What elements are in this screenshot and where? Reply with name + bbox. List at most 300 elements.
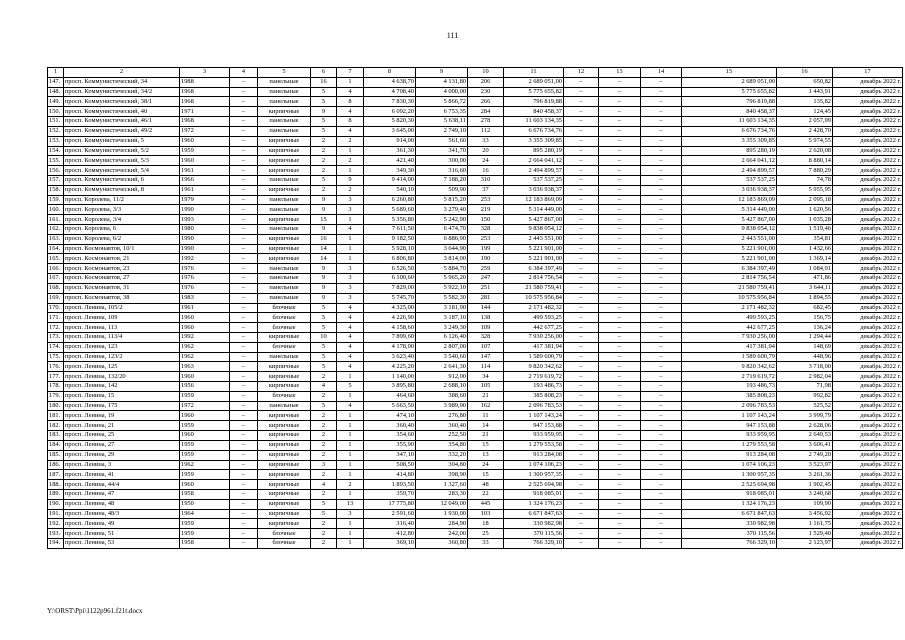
table-cell: 1 [337,421,364,431]
table-cell: 1976 [180,274,230,284]
table-cell: – [230,293,258,303]
table-cell: 448,96 [777,352,833,362]
table-cell: декабрь 2022 г. [833,136,903,146]
table-cell: – [230,244,258,254]
column-number-cell: 17 [833,68,903,78]
table-cell: 71,98 [777,382,833,392]
table-cell: – [564,460,599,470]
table-cell: декабрь 2022 г. [833,274,903,284]
table-cell: – [230,283,258,293]
table-cell: 152. [48,126,64,136]
table-cell: – [599,185,641,195]
table-cell: – [230,460,258,470]
table-cell: 766 329,10 [504,539,564,549]
table-cell: 5 221 901,00 [504,244,564,254]
column-number-cell: 14 [641,68,682,78]
table-cell: – [641,293,682,303]
table-cell: просп. Ленина, 109 [64,313,180,323]
table-cell: 1988 [180,77,230,87]
table-cell: 1 324 176,23 [504,499,564,509]
table-cell: 6 806,80 [364,254,416,264]
table-cell: 22 [468,489,504,499]
table-cell: 284 [468,107,504,117]
table-cell: – [564,421,599,431]
table-cell: панельные [258,283,311,293]
table-cell: просп. Коммунистический, 40 [64,107,180,117]
table-cell: – [641,126,682,136]
table-cell: – [641,529,682,539]
table-cell: 328 [468,332,504,342]
table-cell: 1 [337,529,364,539]
table-cell: 135,82 [777,97,833,107]
table-cell: 1 [337,519,364,529]
table-cell: 1 107 143,24 [504,411,564,421]
table-cell: 4 [337,126,364,136]
table-row [48,166,903,176]
table-cell: 3 240,68 [777,489,833,499]
table-cell: – [641,362,682,372]
table-cell: 219 [468,205,504,215]
table-cell: 6 526,50 [364,264,416,274]
table-cell: 650,82 [777,77,833,87]
table-row [48,480,903,490]
table-row [48,372,903,382]
table-cell: 947 153,88 [504,421,564,431]
table-cell: 1950 [180,499,230,509]
table-cell: 9 [337,175,364,185]
table-cell: – [599,342,641,352]
table-cell: 2 [311,529,337,539]
table-cell: декабрь 2022 г. [833,166,903,176]
table-cell: 166. [48,264,64,274]
table-cell: 148,69 [777,342,833,352]
table-cell: 499 593,25 [504,313,564,323]
table-cell: 147. [48,77,64,87]
table-row [48,146,903,156]
table-cell: 4 [337,303,364,313]
table-cell: кирпичные [258,215,311,225]
table-cell: декабрь 2022 г. [833,107,903,117]
table-cell: – [599,215,641,225]
table-cell: 153. [48,136,64,146]
table-cell: 284,90 [416,519,468,529]
table-cell: просп. Ленина, 21 [64,421,180,431]
table-cell: 499 593,25 [682,313,777,323]
table-cell: панельные [258,352,311,362]
table-cell: – [230,519,258,529]
table-cell: 2 428,70 [777,126,833,136]
table-cell: 5 [311,323,337,333]
table-cell: 5 [311,362,337,372]
table-cell: – [641,382,682,392]
table-cell: 1 294,44 [777,332,833,342]
table-cell: 304,80 [416,460,468,470]
table-cell: просп. Космонавтов, 38 [64,293,180,303]
table-cell: – [230,332,258,342]
table-cell: – [641,372,682,382]
table-cell: декабрь 2022 г. [833,499,903,509]
table-cell: 5 [311,97,337,107]
table-row [48,509,903,519]
table-cell: кирпичные [258,431,311,441]
table-cell: 2 689 051,00 [504,77,564,87]
table-cell: 840 458,37 [682,107,777,117]
table-cell: декабрь 2022 г. [833,185,903,195]
table-cell: 316,60 [416,166,468,176]
table-cell: просп. Коммунистический, 5/3 [64,156,180,166]
table-cell: декабрь 2022 г. [833,195,903,205]
table-cell: 1 324 176,23 [682,499,777,509]
table-cell: – [599,489,641,499]
table-cell: 7 899,60 [364,332,416,342]
table-cell: 359,70 [364,489,416,499]
table-cell: панельные [258,195,311,205]
table-cell: 194. [48,539,64,549]
table-cell: – [564,136,599,146]
table-cell: 840 458,37 [504,107,564,117]
table-cell: 330 982,98 [504,519,564,529]
table-cell: просп. Ленина, 44/4 [64,480,180,490]
table-cell: – [641,225,682,235]
table-cell: 156. [48,166,64,176]
table-cell: – [641,254,682,264]
table-cell: 5 [311,313,337,323]
table-cell: декабрь 2022 г. [833,450,903,460]
table-cell: 2 [311,431,337,441]
table-cell: 162 [468,401,504,411]
table-cell: – [599,156,641,166]
table-cell: 3 540,60 [416,352,468,362]
table-cell: – [641,264,682,274]
table-row [48,489,903,499]
table-cell: 912,00 [416,372,468,382]
table-cell: 540,10 [364,185,416,195]
table-cell: 947 153,88 [682,421,777,431]
table-cell: 9 838 054,12 [682,225,777,235]
column-number-cell: 6 [311,68,337,78]
table-cell: – [230,411,258,421]
table-cell: просп. Ленина, 125 [64,362,180,372]
table-cell: 1960 [180,323,230,333]
table-cell: декабрь 2022 г. [833,225,903,235]
table-cell: панельные [258,225,311,235]
table-cell: 1972 [180,126,230,136]
table-cell: просп. Ленина, 105/2 [64,303,180,313]
table-cell: просп. Космонавтов, 10/1 [64,244,180,254]
table-cell: 5 [311,126,337,136]
table-cell: 1 529,40 [777,529,833,539]
table-cell: – [564,283,599,293]
table-cell: – [230,391,258,401]
table-cell: – [641,539,682,549]
table-cell: 3 814,00 [416,254,468,264]
table-cell: просп. Ленина, 123 [64,342,180,352]
table-cell: – [564,234,599,244]
table-cell: – [599,264,641,274]
table-cell: просп. Королева, 11/2 [64,195,180,205]
table-cell: просп. Ленина, 48/3 [64,509,180,519]
table-cell: – [230,175,258,185]
table-cell: – [230,323,258,333]
table-cell: – [564,362,599,372]
table-cell: декабрь 2022 г. [833,313,903,323]
table-cell: 6 384 397,49 [682,264,777,274]
table-row [48,254,903,264]
table-cell: 4 158,60 [364,323,416,333]
table-row [48,470,903,480]
table-cell: 2 982,04 [777,372,833,382]
column-number-cell: 12 [564,68,599,78]
table-cell: декабрь 2022 г. [833,470,903,480]
table-cell: 1960 [180,431,230,441]
table-cell: 24 [468,156,504,166]
table-cell: 1960 [180,156,230,166]
table-row [48,440,903,450]
table-cell: – [230,470,258,480]
table-cell: – [599,283,641,293]
table-cell: – [564,382,599,392]
table-cell: 913 284,08 [682,450,777,460]
table-cell: кирпичные [258,470,311,480]
table-cell: просп. Коммунистический, 5/2 [64,146,180,156]
table-row [48,156,903,166]
table-cell: – [641,274,682,284]
housing-register-table [47,67,903,549]
table-cell: 7 611,50 [364,225,416,235]
table-cell: кирпичные [258,519,311,529]
table-cell: 370 115,56 [682,529,777,539]
table-cell: 175. [48,352,64,362]
table-cell: – [599,195,641,205]
table-cell: 1 [337,489,364,499]
table-cell: 183. [48,431,64,441]
table-row [48,117,903,127]
table-cell: 918 085,01 [504,489,564,499]
table-cell: – [230,529,258,539]
table-cell: 1961 [180,185,230,195]
table-cell: 6 260,80 [364,195,416,205]
table-cell: 385 808,23 [682,391,777,401]
table-cell: – [599,107,641,117]
table-cell: – [641,175,682,185]
column-number-cell: 15 [682,68,777,78]
table-cell: 1 [337,391,364,401]
table-cell: 136,24 [777,323,833,333]
table-cell: 3 [337,205,364,215]
table-cell: – [564,215,599,225]
table-cell: 5 [311,303,337,313]
table-cell: 370 115,56 [504,529,564,539]
column-number-cell: 7 [337,68,364,78]
table-cell: просп. Ленина, 132/20 [64,372,180,382]
table-cell: – [641,156,682,166]
table-cell: 1 300 957,35 [504,470,564,480]
table-cell: 167. [48,274,64,284]
table-cell: – [230,166,258,176]
table-cell: 199 [468,244,504,254]
table-cell: декабрь 2022 г. [833,332,903,342]
table-cell: кирпичные [258,185,311,195]
table-cell: 2 664 041,12 [504,156,564,166]
table-cell: – [599,421,641,431]
table-cell: 192. [48,519,64,529]
table-cell: 5 689,60 [364,205,416,215]
table-cell: 4 [337,332,364,342]
table-cell: 147 [468,352,504,362]
table-cell: 354,81 [777,234,833,244]
table-cell: – [641,421,682,431]
table-cell: 1 [337,254,364,264]
table-row [48,225,903,235]
table-cell: 3 355 309,85 [504,136,564,146]
table-cell: 3 [337,195,364,205]
table-cell: 1 [337,244,364,254]
table-row [48,185,903,195]
table-cell: 6 474,70 [416,225,468,235]
table-cell: кирпичные [258,107,311,117]
table-cell: – [641,440,682,450]
table-cell: 4 [311,480,337,490]
table-cell: 3 355 309,85 [682,136,777,146]
table-cell: 1963 [180,362,230,372]
table-cell: 2 443 551,00 [504,234,564,244]
table-cell: кирпичные [258,244,311,254]
table-cell: 5 820,30 [364,117,416,127]
table-cell: 1959 [180,470,230,480]
table-cell: 914,00 [364,136,416,146]
table-cell: 412,80 [364,529,416,539]
table-cell: – [599,480,641,490]
table-cell: декабрь 2022 г. [833,421,903,431]
table-cell: – [230,264,258,274]
column-number-cell: 11 [504,68,564,78]
table-cell: – [230,205,258,215]
table-cell: 1958 [180,489,230,499]
table-cell: 918 085,01 [682,489,777,499]
table-cell: декабрь 2022 г. [833,323,903,333]
table-cell: 20 [468,146,504,156]
table-cell: – [641,411,682,421]
table-cell: 252,50 [416,431,468,441]
table-cell: 2 [311,489,337,499]
column-number-cell: 13 [599,68,641,78]
table-cell: – [641,499,682,509]
table-cell: – [230,342,258,352]
table-row [48,264,903,274]
table-cell: 2 [311,421,337,431]
table-cell: 1 [337,411,364,421]
table-cell: 1 432,66 [777,244,833,254]
table-cell: 181. [48,411,64,421]
table-cell: 3 [337,283,364,293]
table-cell: 21 [468,431,504,441]
table-cell: просп. Ленина, 29 [64,450,180,460]
table-row [48,303,903,313]
table-cell: – [564,372,599,382]
table-cell: 6 676 734,76 [682,126,777,136]
table-cell: – [564,509,599,519]
table-cell: – [230,382,258,392]
table-cell: 2 814 756,54 [504,274,564,284]
table-row [48,136,903,146]
table-cell: 206 [468,77,504,87]
table-cell: – [641,480,682,490]
table-cell: – [599,126,641,136]
table-cell: 4 [337,401,364,411]
table-cell: 15 [468,440,504,450]
table-cell: – [599,244,641,254]
table-cell: 5 884,70 [416,264,468,274]
table-cell: просп. Ленина, 41 [64,470,180,480]
table-cell: – [564,529,599,539]
table-cell: 3 181,90 [416,303,468,313]
table-cell: – [641,470,682,480]
table-cell: – [230,146,258,156]
table-cell: – [564,391,599,401]
table-cell: кирпичные [258,460,311,470]
table-cell: 1961 [180,303,230,313]
table-cell: – [599,87,641,97]
table-cell: декабрь 2022 г. [833,175,903,185]
table-row [48,401,903,411]
table-cell: – [230,372,258,382]
table-cell: 1964 [180,509,230,519]
table-cell: – [641,136,682,146]
table-cell: – [564,185,599,195]
table-cell: 16 [311,234,337,244]
table-cell: – [564,480,599,490]
table-cell: декабрь 2022 г. [833,264,903,274]
table-cell: 2 057,99 [777,117,833,127]
table-cell: – [564,450,599,460]
table-cell: 1 [337,460,364,470]
table-cell: 182. [48,421,64,431]
table-cell: 2 096 783,53 [682,401,777,411]
table-cell: 5 221 901,00 [504,254,564,264]
table-cell: 283,30 [416,489,468,499]
table-cell: 2 [311,411,337,421]
table-cell: – [230,431,258,441]
table-cell: – [230,87,258,97]
table-cell: – [564,303,599,313]
table-cell: 109 [468,323,504,333]
table-cell: – [641,205,682,215]
table-cell: 508,50 [364,460,416,470]
table-cell: 796 819,88 [504,97,564,107]
table-cell: декабрь 2022 г. [833,401,903,411]
table-cell: 8 [337,117,364,127]
table-cell: декабрь 2022 г. [833,244,903,254]
table-cell: 2 664 041,12 [682,156,777,166]
table-cell: 2 095,18 [777,195,833,205]
table-cell: 9 [311,264,337,274]
table-cell: 2 814 756,54 [682,274,777,284]
table-cell: 151. [48,117,64,127]
table-cell: – [230,401,258,411]
table-row [48,352,903,362]
table-cell: декабрь 2022 г. [833,293,903,303]
table-cell: 9 414,00 [364,175,416,185]
table-cell: 417 381,94 [682,342,777,352]
table-cell: 180. [48,401,64,411]
table-cell: 1 279 553,58 [504,440,564,450]
table-cell: 165. [48,254,64,264]
column-number-cell: 8 [364,68,416,78]
table-cell: просп. Ленина, 27 [64,440,180,450]
table-cell: 4 178,00 [364,342,416,352]
table-cell: кирпичные [258,440,311,450]
table-cell: 3 456,92 [777,509,833,519]
